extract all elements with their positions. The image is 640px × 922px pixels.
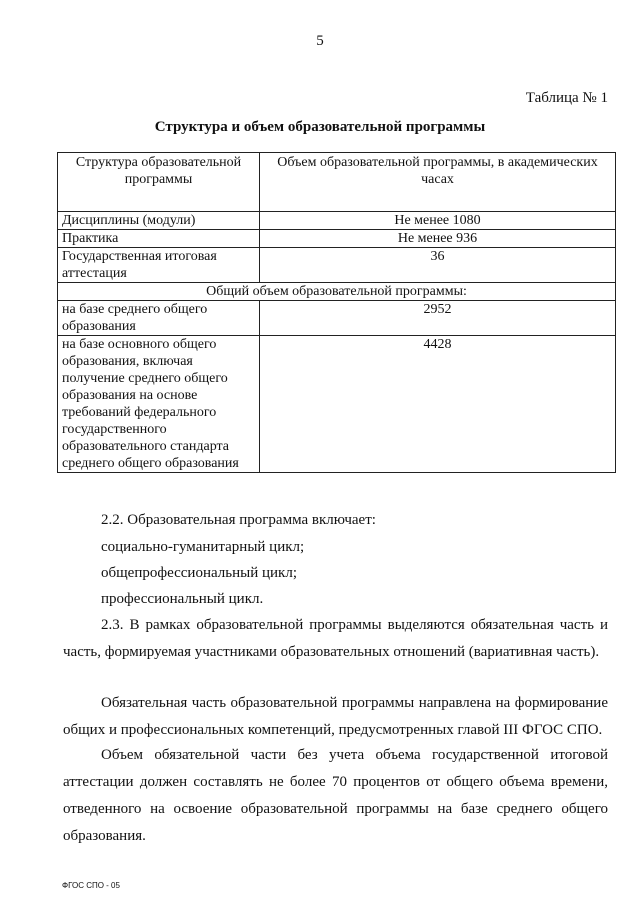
footer-code: ФГОС СПО - 05	[62, 881, 120, 890]
row-value: 36	[260, 248, 616, 283]
row-value: 4428	[260, 336, 616, 473]
paragraph-volume-limit: Объем обязательной части без учета объема государственной итоговой аттестации должен составлять не более 70 процентов от общего объема времени, отведенного на освоение образовательной программы на базе среднего общего образования.	[63, 747, 608, 844]
page-number: 5	[316, 33, 324, 49]
table-row	[58, 230, 616, 248]
row-label: Дисциплины (модули)	[58, 212, 260, 230]
row-label: на базе основного общего образования, включая получение среднего общего образования на основе требований федерального государственного образовательного стандарта среднего общего образования	[58, 336, 260, 473]
program-structure-table	[57, 152, 616, 473]
row-label: Практика	[58, 230, 260, 248]
paragraph-2-3: 2.3. В рамках образовательной программы выделяются обязательная часть и часть, формируемая участниками образовательных отношений (вариативная часть).	[63, 617, 608, 660]
row-value: 2952	[260, 301, 616, 336]
table-title: Структура и объем образовательной программы	[154, 119, 486, 135]
header-volume: Объем образовательной программы, в академических часах	[260, 153, 616, 212]
row-value: Не менее 1080	[260, 212, 616, 230]
table-row	[58, 212, 616, 230]
table-row	[58, 248, 616, 283]
table-header-row	[58, 153, 616, 212]
table-row	[58, 301, 616, 336]
list-item-cycle-3: профессиональный цикл.	[101, 591, 264, 607]
list-item-cycle-1: социально-гуманитарный цикл;	[101, 539, 305, 555]
table-label: Таблица № 1	[525, 90, 608, 106]
header-structure: Структура образовательной программы	[58, 153, 260, 212]
total-heading: Общий объем образовательной программы:	[58, 283, 616, 301]
total-heading-row	[58, 283, 616, 301]
row-label: Государственная итоговая аттестация	[58, 248, 260, 283]
table-row	[58, 336, 616, 473]
row-value: Не менее 936	[260, 230, 616, 248]
list-item-cycle-2: общепрофессиональный цикл;	[101, 565, 297, 581]
paragraph-2-2: 2.2. Образовательная программа включает:	[101, 512, 376, 528]
paragraph-mandatory-part: Обязательная часть образовательной программы направлена на формирование общих и профессиональных компетенций, предусмотренных главой III ФГОС СПО.	[63, 695, 608, 738]
row-label: на базе среднего общего образования	[58, 301, 260, 336]
